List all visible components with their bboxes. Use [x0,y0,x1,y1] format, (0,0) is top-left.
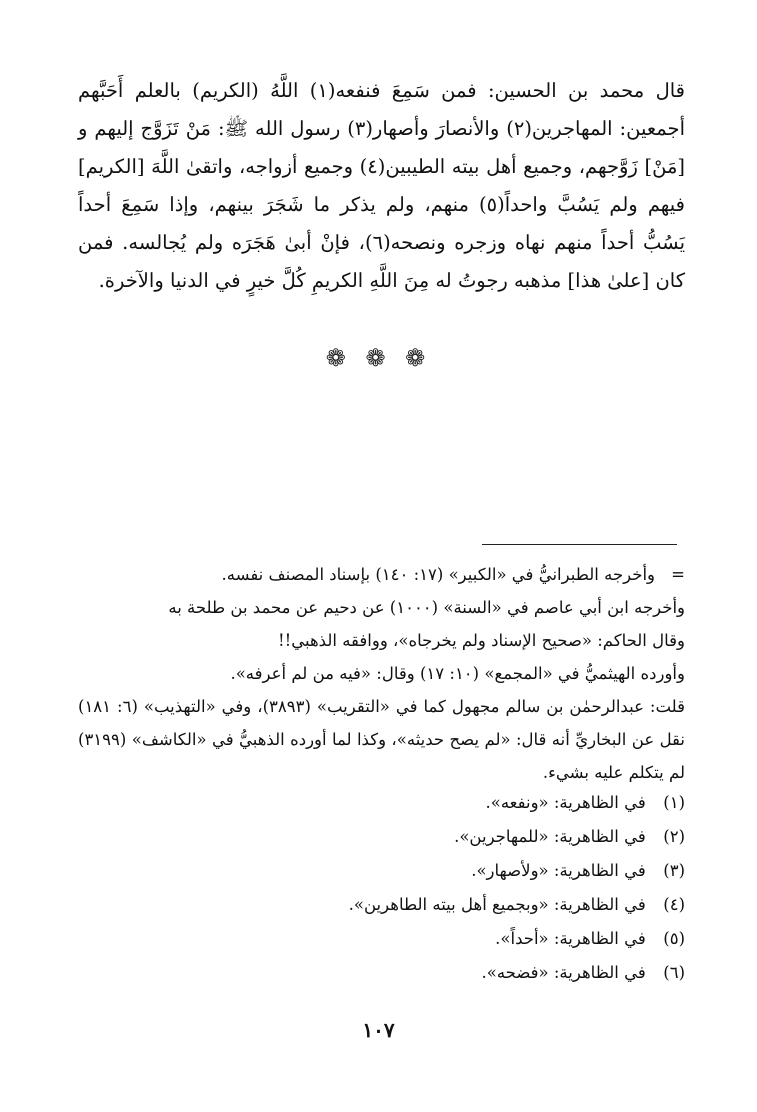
footnote-text: في الظاهرية: «فضحه». [481,963,646,982]
footnote-line: قلت: عبدالرحمٰن بن سالم مجهول كما في «التقريب» (٣٨٩٣)، وفي «التهذيب» (٦: ١٨١) نقل عن البخاريِّ أنه قال: «لم يصح حديثه»، وكذا لما أورده الذهبيُّ في «الكاشف» (٣١٩٩) لم يتكلم عليه بشيء. [78,697,685,782]
footnote-item [78,786,685,820]
footnote-line: وأخرجه الطبرانيُّ في «الكبير» (١٧: ١٤٠) بإسناد المصنف نفسه. [221,565,655,584]
footnote-line: وأورده الهيثميُّ في «المجمع» (١٠: ١٧) وقال: «فيه من لم أعرفه». [230,664,685,683]
footnote-list [78,786,685,990]
section-ornaments: ❁ ❁ ❁ [325,344,432,372]
footnote-separator [482,544,677,545]
page-number: ١٠٧ [362,1018,395,1042]
footnote-continuation [78,558,685,789]
footnote-item [78,922,685,956]
footnote-number: (٢) [663,827,685,846]
footnote-number: (٥) [663,929,685,948]
footnote-item [78,854,685,888]
main-paragraph: قال محمد بن الحسين: فمن سَمِعَ فنفعه(١) اللَّهُ (الكريم) بالعلم أَحَبَّهم أجمعين: المهاجرين(٢) والأنصارَ وأصهار(٣) رسول الله ﷺ: مَنْ تَزَوَّج إليهم و [مَنْ] زَوَّجهم، وجميع أهل بيته الطيبين(٤) وجميع أزواجه، واتقىٰ اللَّهَ [الكريم] فيهم ولم يَسُبَّ واحداً(٥) منهم، ولم يذكر ما شَجَرَ بينهم، وإذا سَمِعَ أحداً يَسُبُّ أحداً منهم نهاه وزجره ونصحه(٦)، فإنْ أبىٰ هَجَرَه ولم يُجالسه. فمن كان [علىٰ هذا] مذهبه رجوتُ له مِنَ اللَّهِ الكريمِ كُلَّ خيرٍ في الدنيا والآخرة. [78,79,686,292]
footnote-text: في الظاهرية: «ولأصهار». [471,861,646,880]
footnote-text: في الظاهرية: «وبجميع أهل بيته الطاهرين». [348,895,646,914]
footnote-item [78,956,685,990]
continuation-mark: = [671,565,685,584]
footnote-item [78,888,685,922]
footnote-text: في الظاهرية: «للمهاجرين». [454,827,646,846]
footnote-text: في الظاهرية: «أحداً». [495,929,646,948]
footnote-item [78,820,685,854]
footnote-number: (٤) [663,895,685,914]
footnote-number: (١) [663,793,685,812]
footnote-line: وقال الحاكم: «صحيح الإسناد ولم يخرجاه»، ووافقه الذهبي!! [277,631,685,650]
footnote-number: (٦) [663,963,685,982]
footnote-number: (٣) [663,861,685,880]
footnote-line: وأخرجه ابن أبي عاصم في «السنة» (١٠٠٠) عن دحيم عن محمد بن طلحة به [168,598,685,617]
main-text-block [78,72,685,300]
footnote-text: في الظاهرية: «ونفعه». [485,793,646,812]
